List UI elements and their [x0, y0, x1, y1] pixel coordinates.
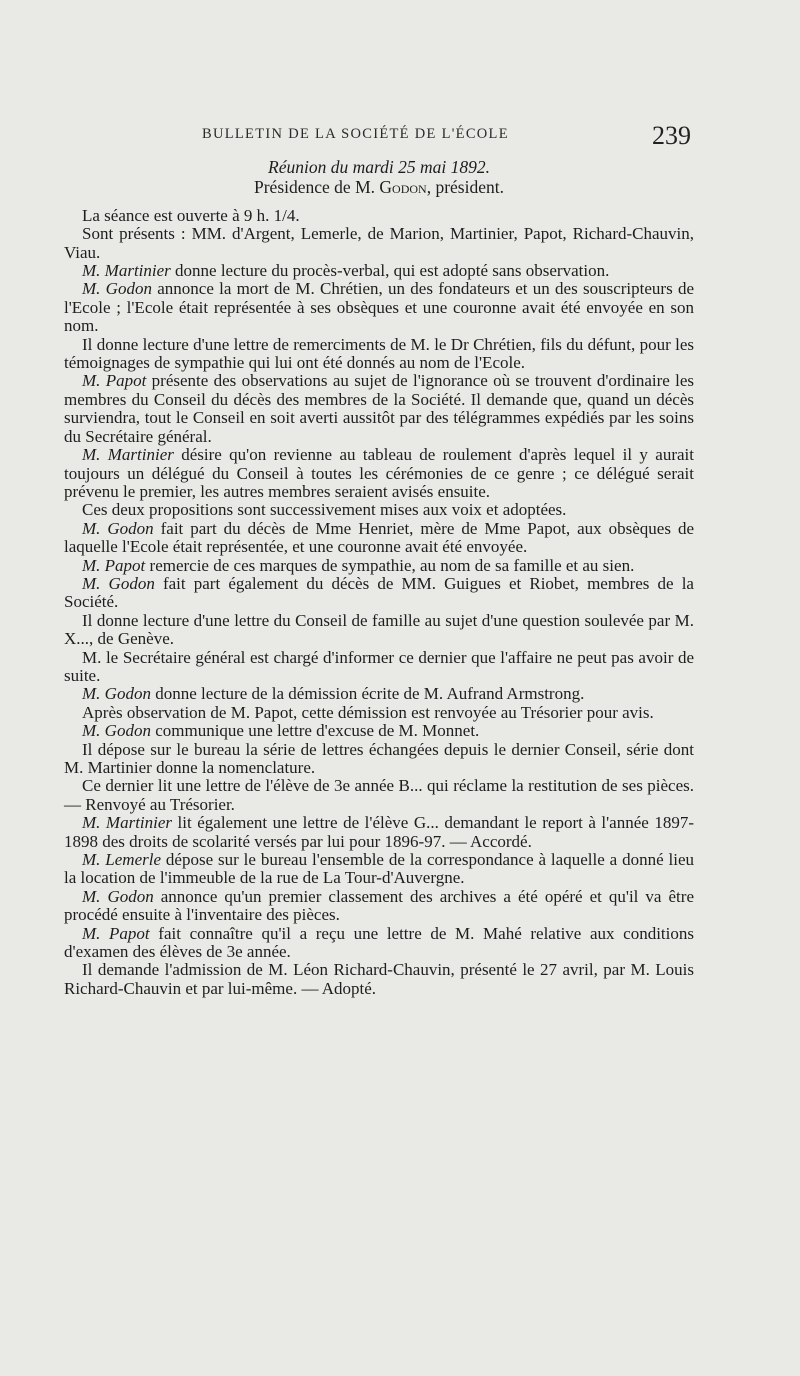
- paragraph-3: M. Martinier donne lecture du procès-verbal, qui est adopté sans observation.: [82, 261, 610, 281]
- paragraph-20: M. Lemerle dépose sur le bureau l'ensemble de la correspondance à laquelle a donné lieu la location de l'immeuble de la rue de La Tour-d'Auvergne.: [64, 850, 694, 888]
- running-head: [0, 123, 800, 153]
- paragraph-4: M. Godon annonce la mort de M. Chrétien, un des fondateurs et un des souscripteurs de l'Ecole ; l'Ecole était représentée à ses obsèques et une couronne avait été envoyée en son nom.: [64, 279, 694, 336]
- running-title: BULLETIN DE LA SOCIÉTÉ DE L'ÉCOLE: [202, 126, 509, 142]
- paragraph-8: Ces deux propositions sont successivement mises aux voix et adoptées.: [82, 500, 567, 520]
- paragraph-10: M. Papot remercie de ces marques de sympathie, au nom de sa famille et au sien.: [82, 555, 635, 575]
- paragraph-1: La séance est ouverte à 9 h. 1/4.: [82, 205, 300, 225]
- paragraph-16: M. Godon communique une lettre d'excuse de M. Monnet.: [82, 721, 480, 741]
- paragraph-21: M. Godon annonce qu'un premier classement des archives a été opéré et qu'il va être procédé ensuite à l'inventaire des pièces.: [64, 886, 694, 925]
- page-body: [64, 158, 694, 998]
- paragraph-13: M. le Secrétaire général est chargé d'informer ce dernier que l'affaire ne peut pas avoir de suite.: [64, 647, 694, 685]
- page-number: 239: [652, 121, 691, 150]
- paragraph-11: M. Godon fait part également du décès de MM. Guigues et Riobet, membres de la Société.: [64, 573, 694, 612]
- paragraph-7: M. Martinier désire qu'on revienne au tableau de roulement d'après lequel il y aurait toujours un délégué du Conseil à toutes les cérémonies de ce genre ; ce délégué serait prévenu le premier, les autres membres seraient avisés ensuite.: [64, 445, 694, 501]
- paragraph-2: Sont présents : MM. d'Argent, Lemerle, de Marion, Martinier, Papot, Richard-Chauvin, Viau.: [64, 224, 694, 262]
- paragraph-19: M. Martinier lit également une lettre de l'élève G... demandant le report à l'année 1897-1898 des droits de scolarité versés par lui pour 1896-97. — Accordé.: [64, 813, 694, 851]
- paragraph-15: Après observation de M. Papot, cette démission est renvoyée au Trésorier pour avis.: [82, 702, 654, 722]
- paragraph-22: M. Papot fait connaître qu'il a reçu une lettre de M. Mahé relative aux conditions d'examen des élèves de 3e année.: [64, 923, 694, 962]
- meeting-title: Réunion du mardi 25 mai 1892.: [268, 157, 490, 177]
- paragraph-5: Il donne lecture d'une lettre de remerciments de M. le Dr Chrétien, fils du défunt, pour les témoignages de sympathie qui lui ont été donnés au nom de l'Ecole.: [64, 334, 694, 373]
- paragraph-6: M. Papot présente des observations au sujet de l'ignorance où se trouvent d'ordinaire les membres du Conseil du décès des membres de la Société. Il demande que, quand un décès surviendra, tout le Conseil en soit averti aussitôt par des télégrammes expédiés par les soins du Secrétaire général.: [64, 371, 694, 446]
- meeting-presidence: Présidence de M. Godon, président.: [254, 177, 504, 198]
- president-name: Godon: [379, 177, 427, 198]
- paragraph-12: Il donne lecture d'une lettre du Conseil de famille au sujet d'une question soulevée par M. X..., de Genève.: [64, 610, 694, 649]
- paragraph-17: Il dépose sur le bureau la série de lettres échangées depuis le dernier Conseil, série dont M. Martinier donne la nomenclature.: [64, 739, 694, 777]
- paragraph-14: M. Godon donne lecture de la démission écrite de M. Aufrand Armstrong.: [82, 684, 585, 704]
- paragraph-18: Ce dernier lit une lettre de l'élève de 3e année B... qui réclame la restitution de ses pièces. — Renvoyé au Trésorier.: [64, 776, 694, 814]
- paragraph-23: Il demande l'admission de M. Léon Richard-Chauvin, présenté le 27 avril, par M. Louis Richard-Chauvin et par lui-même. — Adopté.: [64, 960, 694, 998]
- paragraph-9: M. Godon fait part du décès de Mme Henriet, mère de Mme Papot, aux obsèques de laquelle l'Ecole était représentée, et une couronne avait été envoyée.: [64, 518, 694, 557]
